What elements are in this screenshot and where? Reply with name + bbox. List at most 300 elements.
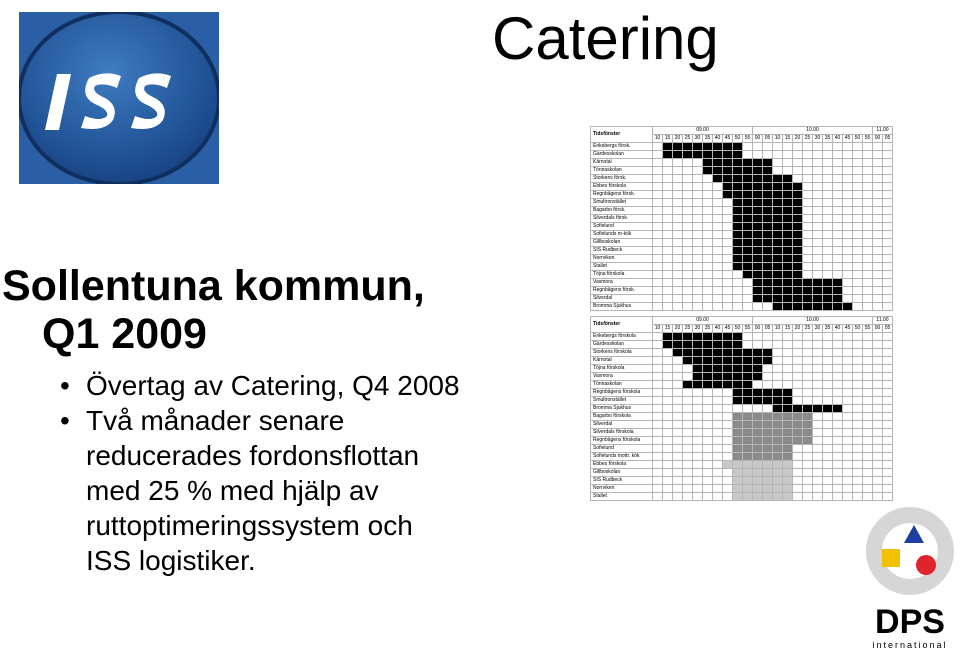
schedule-cell: [693, 191, 703, 199]
schedule-cell: [793, 247, 803, 255]
schedule-cell: [883, 287, 893, 295]
schedule-cell: [743, 381, 753, 389]
bullet-item: [60, 368, 460, 403]
schedule-cell: [783, 437, 793, 445]
schedule-cell: [793, 389, 803, 397]
stop-name: Stallet: [591, 493, 653, 501]
schedule-cell: [653, 461, 663, 469]
schedule-cell: [773, 239, 783, 247]
schedule-cell: [843, 485, 853, 493]
stop-name: Enkebergs försk.: [591, 143, 653, 151]
schedule-cell: [703, 199, 713, 207]
schedule-cell: [823, 413, 833, 421]
schedule-cell: [733, 271, 743, 279]
schedule-cell: [713, 397, 723, 405]
schedule-cell: [753, 477, 763, 485]
schedule-cell: [783, 365, 793, 373]
schedule-cell: [793, 151, 803, 159]
schedule-cell: [723, 493, 733, 501]
schedule-cell: [733, 485, 743, 493]
schedule-cell: [783, 255, 793, 263]
schedule-cell: [723, 255, 733, 263]
schedule-cell: [693, 397, 703, 405]
schedule-cell: [813, 333, 823, 341]
stop-name: Bagarbo förskola: [591, 413, 653, 421]
schedule-cell: [863, 469, 873, 477]
schedule-cell: [703, 167, 713, 175]
schedule-cell: [673, 239, 683, 247]
stop-name: SIS Rudbeck: [591, 247, 653, 255]
schedule-cell: [743, 389, 753, 397]
schedule-cell: [783, 295, 793, 303]
schedule-cell: [713, 461, 723, 469]
schedule-cell: [753, 333, 763, 341]
stop-name: Regnbågens försk.: [591, 191, 653, 199]
schedule-cell: [823, 223, 833, 231]
schedule-cell: [783, 159, 793, 167]
schedule-cell: [793, 477, 803, 485]
schedule-cell: [873, 255, 883, 263]
schedule-cell: [703, 279, 713, 287]
schedule-cell: [843, 349, 853, 357]
schedule-cell: [813, 389, 823, 397]
schedule-cell: [873, 389, 883, 397]
schedule-cell: [853, 341, 863, 349]
schedule-cell: [663, 477, 673, 485]
schedule-cell: [773, 215, 783, 223]
schedule-cell: [733, 413, 743, 421]
schedule-cell: [723, 477, 733, 485]
table-row: [591, 295, 893, 303]
schedule-cell: [663, 365, 673, 373]
schedule-cell: [793, 295, 803, 303]
schedule-cell: [713, 485, 723, 493]
table-row: [591, 175, 893, 183]
table-row: [591, 405, 893, 413]
schedule-cell: [783, 397, 793, 405]
schedule-cell: [823, 183, 833, 191]
schedule-cell: [833, 413, 843, 421]
schedule-cell: [653, 429, 663, 437]
schedule-cell: [813, 365, 823, 373]
schedule-cell: [653, 207, 663, 215]
schedule-cell: [733, 373, 743, 381]
schedule-cell: [723, 263, 733, 271]
schedule-cell: [733, 167, 743, 175]
schedule-cell: [843, 445, 853, 453]
minute-header: 35: [823, 325, 833, 333]
schedule-cell: [883, 303, 893, 311]
schedule-cell: [673, 373, 683, 381]
schedule-cell: [823, 373, 833, 381]
table-row: [591, 461, 893, 469]
schedule-cell: [773, 247, 783, 255]
minute-header: 00: [873, 135, 883, 143]
schedule-cell: [703, 239, 713, 247]
minute-header: 25: [803, 135, 813, 143]
schedule-cell: [813, 381, 823, 389]
schedule-cell: [723, 453, 733, 461]
schedule-cell: [693, 341, 703, 349]
schedule-cell: [743, 143, 753, 151]
schedule-cell: [673, 445, 683, 453]
table-row: [591, 357, 893, 365]
schedule-cell: [653, 295, 663, 303]
minute-header: 00: [873, 325, 883, 333]
schedule-cell: [813, 255, 823, 263]
schedule-cell: [703, 295, 713, 303]
schedule-cell: [693, 159, 703, 167]
schedule-cell: [683, 143, 693, 151]
schedule-cell: [813, 143, 823, 151]
schedule-cell: [853, 175, 863, 183]
schedule-cell: [673, 413, 683, 421]
schedule-cell: [853, 413, 863, 421]
schedule-cell: [663, 413, 673, 421]
schedule-cell: [793, 413, 803, 421]
schedule-cell: [763, 341, 773, 349]
schedule-cell: [773, 413, 783, 421]
schedule-cell: [843, 263, 853, 271]
schedule-cell: [863, 429, 873, 437]
schedule-cell: [753, 365, 763, 373]
schedule-cell: [843, 151, 853, 159]
schedule-cell: [713, 151, 723, 159]
schedule-cell: [823, 333, 833, 341]
schedule-cell: [713, 175, 723, 183]
schedule-cell: [703, 191, 713, 199]
schedule-cell: [763, 175, 773, 183]
schedule-cell: [873, 421, 883, 429]
schedule-cell: [733, 349, 743, 357]
schedule-cell: [833, 151, 843, 159]
schedule-cell: [873, 341, 883, 349]
minute-header: 00: [753, 325, 763, 333]
schedule-cell: [743, 413, 753, 421]
schedule-cell: [703, 207, 713, 215]
schedule-cell: [713, 453, 723, 461]
schedule-cell: [763, 373, 773, 381]
schedule-cell: [703, 405, 713, 413]
schedule-cell: [783, 191, 793, 199]
schedule-cell: [723, 437, 733, 445]
schedule-cell: [873, 445, 883, 453]
schedule-cell: [843, 493, 853, 501]
schedule-cell: [883, 183, 893, 191]
schedule-cell: [743, 191, 753, 199]
schedule-cell: [733, 493, 743, 501]
schedule-cell: [763, 239, 773, 247]
minute-header: 35: [703, 325, 713, 333]
schedule-cell: [773, 357, 783, 365]
schedule-cell: [883, 175, 893, 183]
schedule-cell: [883, 215, 893, 223]
minute-header: 30: [693, 135, 703, 143]
schedule-cell: [853, 349, 863, 357]
stop-name: Ebbes förskola: [591, 183, 653, 191]
schedule-cell: [743, 159, 753, 167]
schedule-cell: [703, 215, 713, 223]
schedule-cell: [863, 389, 873, 397]
time-window-header: Tidsfönster: [591, 317, 653, 333]
minute-header: 10: [653, 325, 663, 333]
schedule-cell: [683, 477, 693, 485]
schedule-cell: [883, 199, 893, 207]
schedule-cell: [653, 357, 663, 365]
table-row: [591, 333, 893, 341]
schedule-cell: [863, 159, 873, 167]
schedule-cell: [653, 413, 663, 421]
schedule-cell: [843, 461, 853, 469]
schedule-cell: [863, 255, 873, 263]
schedule-cell: [743, 223, 753, 231]
schedule-cell: [873, 381, 883, 389]
schedule-cell: [783, 413, 793, 421]
schedule-cell: [673, 333, 683, 341]
schedule-cell: [813, 445, 823, 453]
schedule-cell: [763, 151, 773, 159]
schedule-cell: [703, 373, 713, 381]
schedule-cell: [803, 279, 813, 287]
schedule-cell: [793, 485, 803, 493]
schedule-cell: [833, 421, 843, 429]
table-row: [591, 421, 893, 429]
table-row: [591, 477, 893, 485]
schedule-cell: [783, 405, 793, 413]
schedule-cell: [833, 223, 843, 231]
schedule-cell: [773, 461, 783, 469]
schedule-cell: [813, 223, 823, 231]
schedule-cell: [883, 159, 893, 167]
schedule-cell: [653, 279, 663, 287]
schedule-cell: [803, 247, 813, 255]
schedule-cell: [843, 159, 853, 167]
schedule-cell: [843, 287, 853, 295]
schedule-cell: [833, 239, 843, 247]
schedule-cell: [803, 453, 813, 461]
minute-header: 05: [763, 325, 773, 333]
minute-header: 05: [883, 135, 893, 143]
schedule-cell: [673, 341, 683, 349]
schedule-cell: [883, 365, 893, 373]
schedule-cell: [863, 207, 873, 215]
schedule-cell: [863, 373, 873, 381]
schedule-cell: [663, 215, 673, 223]
schedule-cell: [833, 295, 843, 303]
schedule-cell: [853, 215, 863, 223]
schedule-cell: [703, 389, 713, 397]
schedule-cell: [713, 183, 723, 191]
stop-name: Storkens förskola: [591, 349, 653, 357]
schedule-cell: [673, 151, 683, 159]
schedule-cell: [733, 279, 743, 287]
schedule-cell: [713, 365, 723, 373]
schedule-cell: [693, 389, 703, 397]
minute-header: 25: [803, 325, 813, 333]
schedule-cell: [813, 469, 823, 477]
table-row: [591, 485, 893, 493]
schedule-cell: [743, 349, 753, 357]
schedule-cell: [813, 341, 823, 349]
schedule-cell: [693, 437, 703, 445]
schedule-cell: [773, 207, 783, 215]
schedule-cell: [803, 373, 813, 381]
schedule-cell: [773, 469, 783, 477]
schedule-cell: [833, 191, 843, 199]
minute-header: 10: [653, 135, 663, 143]
schedule-cell: [743, 295, 753, 303]
schedule-cell: [783, 231, 793, 239]
schedule-cell: [753, 437, 763, 445]
schedule-cell: [783, 207, 793, 215]
schedule-cell: [663, 333, 673, 341]
schedule-cell: [783, 199, 793, 207]
minute-header: 50: [733, 325, 743, 333]
schedule-cell: [783, 357, 793, 365]
minute-header: 45: [843, 325, 853, 333]
schedule-cell: [763, 159, 773, 167]
schedule-cell: [693, 493, 703, 501]
schedule-cell: [793, 143, 803, 151]
schedule-cell: [803, 437, 813, 445]
stop-name: Sofielunds m-kök: [591, 231, 653, 239]
schedule-cell: [703, 231, 713, 239]
schedule-cell: [873, 493, 883, 501]
schedule-cell: [783, 421, 793, 429]
schedule-cell: [763, 247, 773, 255]
schedule-cell: [793, 381, 803, 389]
schedule-cell: [713, 333, 723, 341]
minute-header: 05: [883, 325, 893, 333]
schedule-cell: [883, 453, 893, 461]
schedule-cell: [683, 151, 693, 159]
schedule-cell: [653, 303, 663, 311]
schedule-cell: [683, 183, 693, 191]
schedule-cell: [873, 215, 883, 223]
schedule-cell: [683, 239, 693, 247]
schedule-cell: [813, 287, 823, 295]
schedule-cell: [813, 493, 823, 501]
schedule-cell: [843, 303, 853, 311]
schedule-cell: [883, 143, 893, 151]
schedule-cell: [823, 239, 833, 247]
schedule-cell: [713, 373, 723, 381]
schedule-cell: [753, 373, 763, 381]
schedule-cell: [673, 183, 683, 191]
schedule-cell: [843, 191, 853, 199]
bullet-text: ruttoptimeringssystem och: [86, 510, 413, 541]
schedule-cell: [673, 223, 683, 231]
schedule-cell: [703, 183, 713, 191]
schedule-cell: [753, 429, 763, 437]
schedule-cell: [733, 333, 743, 341]
schedule-cell: [693, 151, 703, 159]
minute-header: 00: [753, 135, 763, 143]
schedule-cell: [873, 271, 883, 279]
schedule-cell: [663, 373, 673, 381]
minute-header: 55: [863, 325, 873, 333]
schedule-cell: [813, 247, 823, 255]
schedule-cell: [833, 143, 843, 151]
schedule-cell: [833, 255, 843, 263]
schedule-cell: [803, 357, 813, 365]
schedule-cell: [763, 279, 773, 287]
schedule-cell: [723, 295, 733, 303]
schedule-cell: [853, 469, 863, 477]
minute-header: 20: [793, 325, 803, 333]
schedule-cell: [743, 207, 753, 215]
schedule-cell: [783, 485, 793, 493]
schedule-cell: [733, 405, 743, 413]
schedule-cell: [733, 421, 743, 429]
schedule-cell: [793, 231, 803, 239]
schedule-cell: [743, 215, 753, 223]
stop-name: Gärdesskolan: [591, 151, 653, 159]
table-row: [591, 167, 893, 175]
stop-name: Sofielunds mottr. kök: [591, 453, 653, 461]
bullet-dot-icon: •: [60, 370, 70, 401]
schedule-cell: [723, 151, 733, 159]
schedule-cell: [803, 271, 813, 279]
schedule-cell: [763, 333, 773, 341]
schedule-cell: [663, 167, 673, 175]
schedule-cell: [873, 287, 883, 295]
schedule-cell: [873, 405, 883, 413]
schedule-cell: [663, 263, 673, 271]
schedule-cell: [773, 437, 783, 445]
schedule-cell: [653, 231, 663, 239]
schedule-cell: [723, 183, 733, 191]
schedule-cell: [833, 287, 843, 295]
schedule-cell: [803, 413, 813, 421]
schedule-cell: [813, 453, 823, 461]
schedule-cell: [703, 255, 713, 263]
schedule-cell: [673, 287, 683, 295]
schedule-cell: [863, 279, 873, 287]
schedule-cell: [663, 279, 673, 287]
schedule-cell: [713, 167, 723, 175]
table-row: [591, 303, 893, 311]
schedule-cell: [833, 271, 843, 279]
schedule-cell: [863, 477, 873, 485]
schedule-cell: [683, 421, 693, 429]
schedule-cell: [723, 373, 733, 381]
stop-name: Ebbes förskola: [591, 461, 653, 469]
schedule-cell: [763, 263, 773, 271]
schedule-cell: [703, 477, 713, 485]
schedule-cell: [793, 279, 803, 287]
schedule-cell: [733, 231, 743, 239]
schedule-cell: [813, 437, 823, 445]
table-row: [591, 143, 893, 151]
schedule-cell: [753, 349, 763, 357]
stop-name: Regnbågens försk.: [591, 287, 653, 295]
schedule-cell: [753, 303, 763, 311]
schedule-cell: [793, 333, 803, 341]
schedule-cell: [803, 151, 813, 159]
minute-header: 45: [843, 135, 853, 143]
stop-name: Regnbågens förskola: [591, 437, 653, 445]
schedule-cell: [773, 263, 783, 271]
schedule-cell: [883, 397, 893, 405]
schedule-cell: [883, 279, 893, 287]
schedule-cell: [793, 239, 803, 247]
schedule-cell: [773, 191, 783, 199]
schedule-cell: [693, 255, 703, 263]
schedule-cell: [813, 239, 823, 247]
schedule-cell: [823, 461, 833, 469]
schedule-cell: [653, 453, 663, 461]
